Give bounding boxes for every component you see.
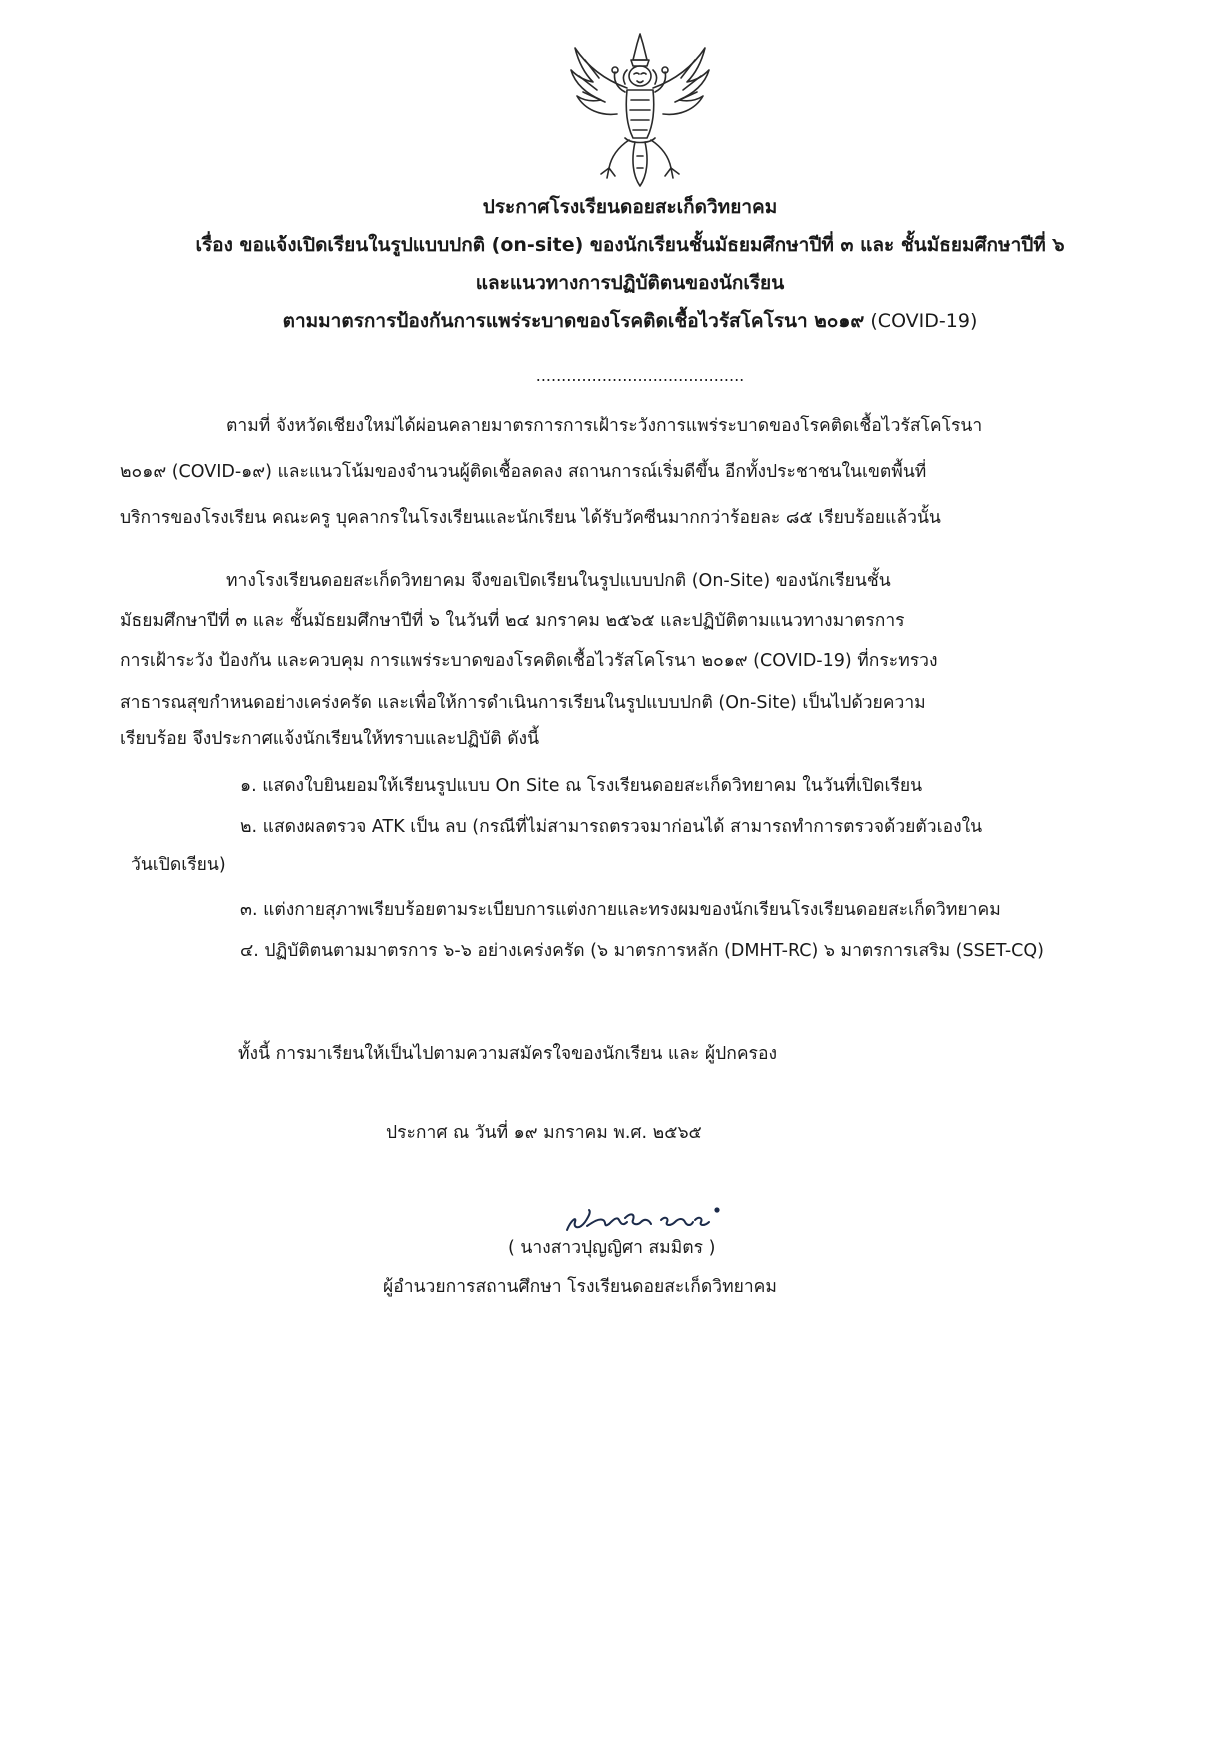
separator-dots: ......................................... [535,366,745,385]
paragraph-1-line: บริการของโรงเรียน คณะครู บุคลากรในโรงเรียนและนักเรียน ได้รับวัคซีนมากกว่าร้อยละ ๘๕ เรียบร้อยแล้วนั้น [120,508,941,528]
title-line-4 [130,302,1130,340]
paragraph-2-line: เรียบร้อย จึงประกาศแจ้งนักเรียนให้ทราบและปฏิบัติ ดังนี้ [120,729,540,749]
list-item-2: ๒. แสดงผลตรวจ ATK เป็น ลบ (กรณีที่ไม่สามารถตรวจมาก่อนได้ สามารถทำการตรวจด้วยตัวเองใน [240,817,983,837]
title-line-4-bold: ตามมาตรการป้องกันการแพร่ระบาดของโรคติดเชื้อไวรัสโคโรนา ๒๐๑๙ [282,310,865,332]
paragraph-2-line: ทางโรงเรียนดอยสะเก็ดวิทยาคม จึงขอเปิดเรียนในรูปแบบปกติ (On-Site) ของนักเรียนชั้น [226,571,891,591]
list-item-2-cont: วันเปิดเรียน) [131,855,226,875]
title-line-1: ประกาศโรงเรียนดอยสะเก็ดวิทยาคม [482,196,778,218]
paragraph-2-line: สาธารณสุขกำหนดอย่างเคร่งครัด และเพื่อให้การดำเนินการเรียนในรูปแบบปกติ (On-Site) เป็นไปด้วยความ [120,693,926,713]
list-item-3: ๓. แต่งกายสุภาพเรียบร้อยตามระเบียบการแต่งกายและทรงผมของนักเรียนโรงเรียนดอยสะเก็ดวิทยาคม [240,900,1001,920]
paragraph-2 [120,563,938,757]
paragraph-1-line: ๒๐๑๙ (COVID-๑๙) และแนวโน้มของจำนวนผู้ติดเชื้อลดลง สถานการณ์เริ่มดีขึ้น อีกทั้งประชาชนในเขตพื้นที่ [120,462,927,482]
title-line-3: และแนวทางการปฏิบัติตนของนักเรียน [475,272,785,294]
closing-statement: ทั้งนี้ การมาเรียนให้เป็นไปตามความสมัครใจของนักเรียน และ ผู้ปกครอง [238,1044,777,1064]
announcement-date: ประกาศ ณ วันที่ ๑๙ มกราคม พ.ศ. ๒๕๖๕ [386,1123,702,1143]
signer-name: ( นางสาวปุญญิศา สมมิตร ) [508,1238,716,1258]
title-line-4-plain: (COVID-19) [864,310,978,332]
paragraph-2-line: มัธยมศึกษาปีที่ ๓ และ ชั้นมัธยมศึกษาปีที่ ๖ ในวันที่ ๒๔ มกราคม ๒๕๖๕ และปฏิบัติตามแนวทางมาตรการ [120,611,905,631]
list-item-4: ๔. ปฏิบัติตนตามมาตรการ ๖-๖ อย่างเคร่งครัด (๖ มาตรการหลัก (DMHT-RC) ๖ มาตรการเสริม (SSET-CQ) [240,941,1044,961]
paragraph-2-line: การเฝ้าระวัง ป้องกัน และควบคุม การแพร่ระบาดของโรคติดเชื้อไวรัสโคโรนา ๒๐๑๙ (COVID-19) ที่กระทรวง [120,651,938,671]
paragraph-1 [120,408,982,536]
paragraph-1-line: ตามที่ จังหวัดเชียงใหม่ได้ผ่อนคลายมาตรการการเฝ้าระวังการแพร่ระบาดของโรคติดเชื้อไวรัสโคโรนา [226,416,983,436]
announcement-title [130,188,1130,340]
list-item-1: ๑. แสดงใบยินยอมให้เรียนรูปแบบ On Site ณ โรงเรียนดอยสะเก็ดวิทยาคม ในวันที่เปิดเรียน [240,776,923,796]
garuda-emblem-icon [565,30,715,190]
title-line-2: เรื่อง ขอแจ้งเปิดเรียนในรูปแบบปกติ (on-site) ของนักเรียนชั้นมัธยมศึกษาปีที่ ๓ และ ชั้นมัธยมศึกษาปีที่ ๖ [195,234,1065,256]
signer-title: ผู้อำนวยการสถานศึกษา โรงเรียนดอยสะเก็ดวิทยาคม [383,1277,777,1297]
